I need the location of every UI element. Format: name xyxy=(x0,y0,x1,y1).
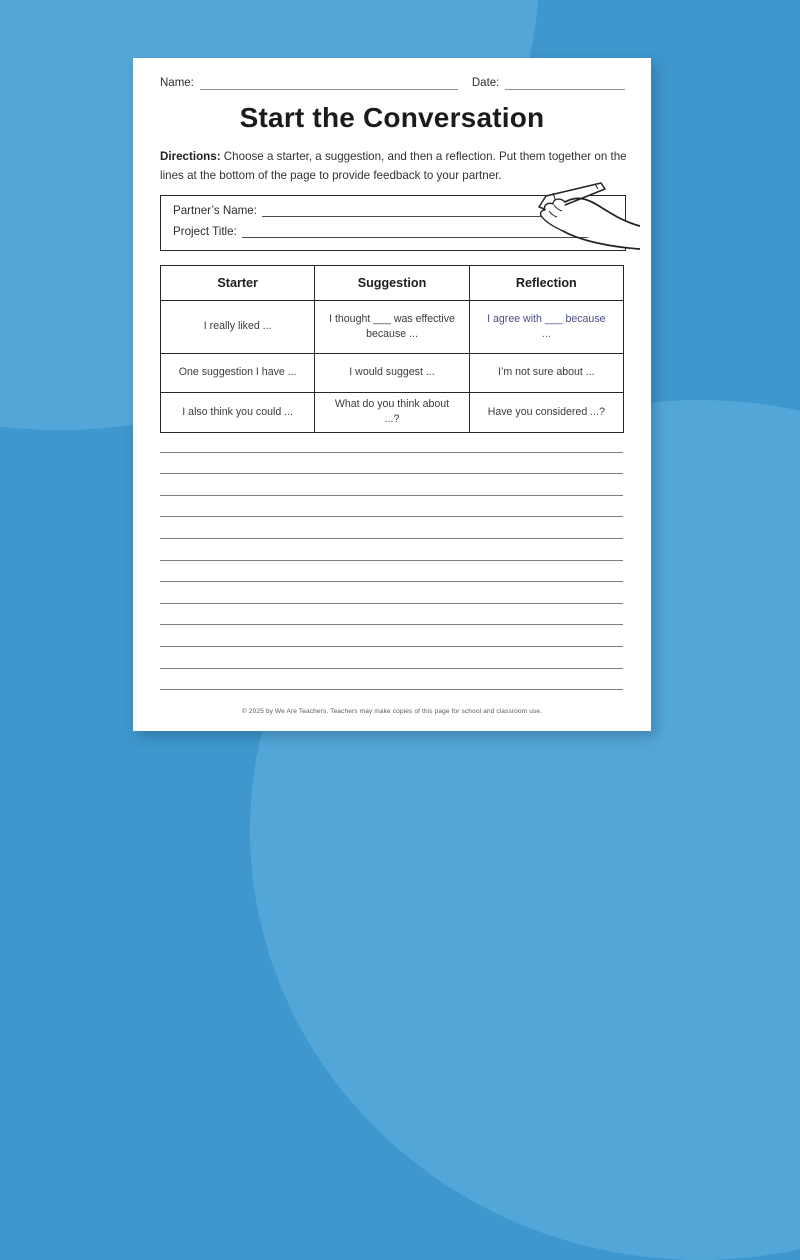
writing-line xyxy=(160,474,623,496)
table-cell: I would suggest ... xyxy=(315,354,469,393)
table-header-row xyxy=(161,266,624,301)
copyright-footer: © 2025 by We Are Teachers. Teachers may make copies of this page for school and classroom use. xyxy=(241,708,543,715)
writing-line xyxy=(160,625,623,647)
writing-line xyxy=(160,496,623,518)
project-title-label: Project Title: xyxy=(173,225,237,238)
writing-line xyxy=(160,604,623,626)
hand-holding-pen-icon xyxy=(525,181,640,253)
column-header-starter: Starter xyxy=(161,266,315,301)
date-blank-line xyxy=(505,76,625,90)
table-cell: I really liked ... xyxy=(161,301,315,354)
name-date-row xyxy=(160,76,625,90)
table-cell: Have you considered ...? xyxy=(469,393,623,433)
table-cell: I also think you could ... xyxy=(161,393,315,433)
writing-line xyxy=(160,582,623,604)
writing-lines xyxy=(160,431,623,690)
column-header-reflection: Reflection xyxy=(469,266,623,301)
table-row xyxy=(161,354,624,393)
date-label: Date: xyxy=(471,77,500,89)
table-cell: I’m not sure about ... xyxy=(469,354,623,393)
writing-line xyxy=(160,539,623,561)
table-cell: One suggestion I have ... xyxy=(161,354,315,393)
writing-line xyxy=(160,431,623,453)
name-label: Name: xyxy=(160,77,194,89)
table-cell: What do you think about ...? xyxy=(315,393,469,433)
directions-body: Choose a starter, a suggestion, and then a reflection. Put them together on the lines at the bottom of the page to provide feedback to your partner. xyxy=(160,150,627,182)
table-cell: I thought ___ was effective because ... xyxy=(315,301,469,354)
table-row xyxy=(161,301,624,354)
partner-name-label: Partner’s Name: xyxy=(173,204,257,217)
writing-line xyxy=(160,561,623,583)
worksheet-page xyxy=(133,58,651,731)
writing-line xyxy=(160,669,623,691)
column-header-suggestion: Suggestion xyxy=(315,266,469,301)
sentence-starters-table xyxy=(160,265,624,433)
page-title: Start the Conversation xyxy=(239,102,545,133)
writing-line xyxy=(160,517,623,539)
directions-label: Directions: xyxy=(160,150,221,163)
table-row xyxy=(161,393,624,433)
table-cell-accent: I agree with ___ because ... xyxy=(469,301,623,354)
name-blank-line xyxy=(200,76,458,90)
writing-line xyxy=(160,453,623,475)
writing-line xyxy=(160,647,623,669)
directions-text xyxy=(160,148,630,185)
